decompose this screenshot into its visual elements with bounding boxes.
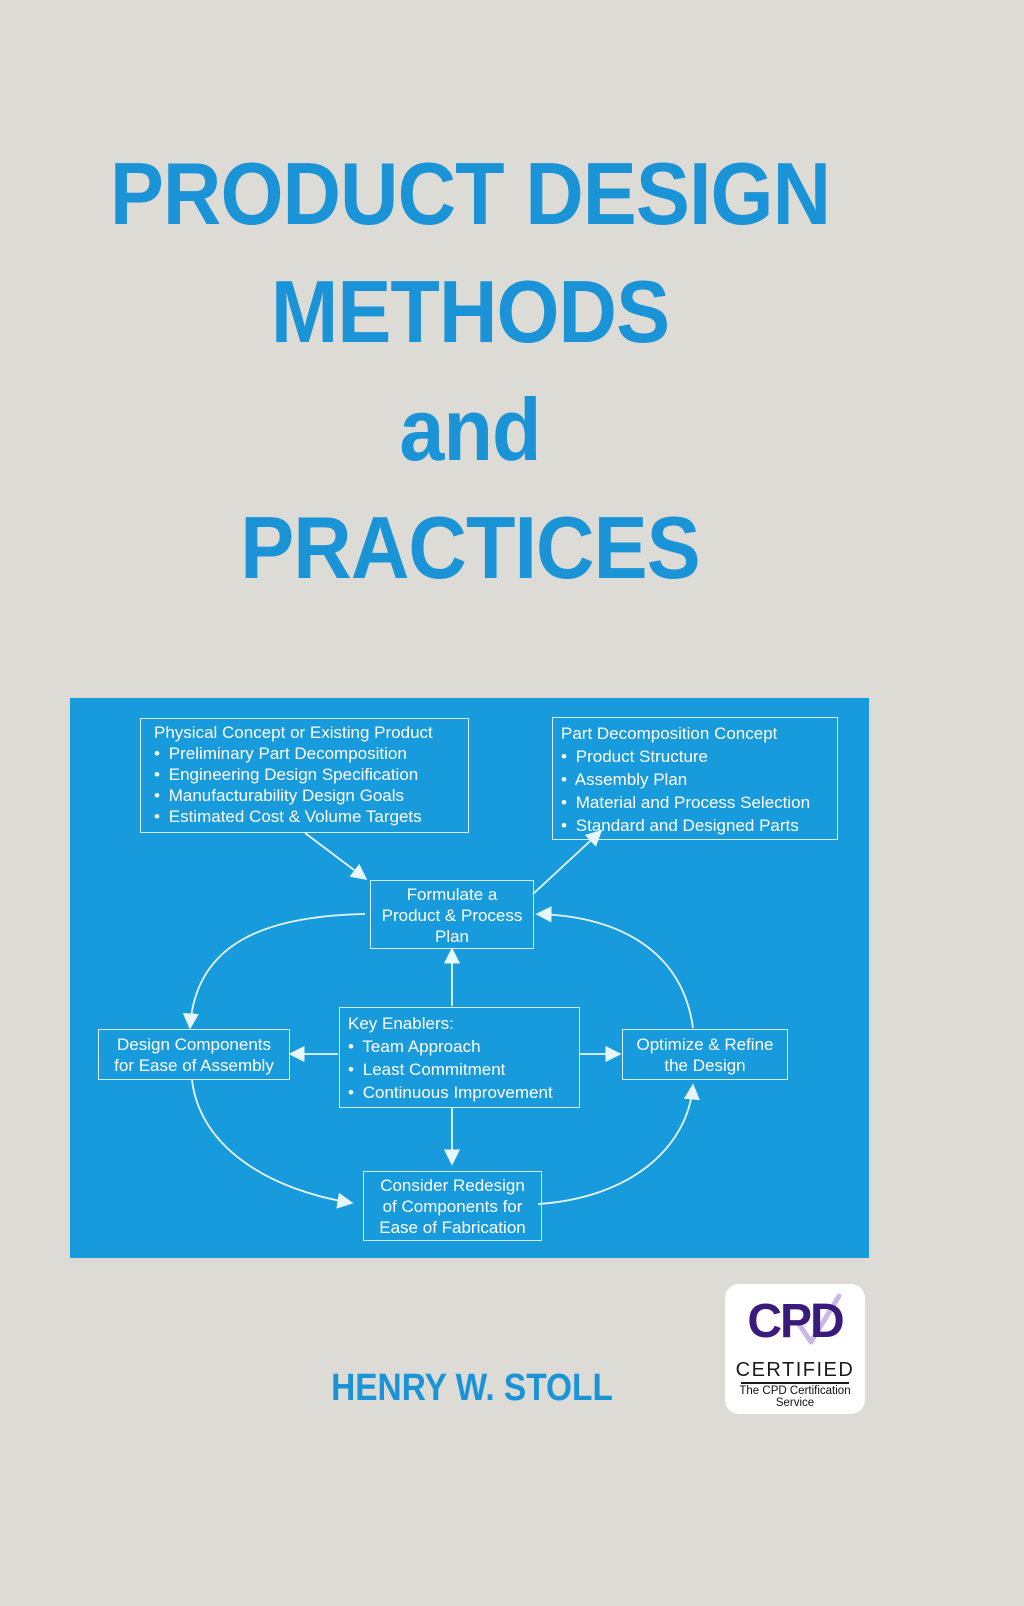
decomposition-box [552, 717, 838, 840]
decomposition-item-1: • Product Structure [561, 747, 709, 766]
cpd-service-text [725, 1385, 865, 1409]
concept-item-4: • Estimated Cost & Volume Targets [154, 807, 422, 826]
redesign-line-3: Ease of Fabrication [379, 1218, 526, 1237]
decomposition-item-2: • Assembly Plan [561, 770, 688, 789]
formulate-line-1: Formulate a [406, 885, 498, 904]
enablers-box [339, 1007, 580, 1108]
cpd-logo: CPD [747, 1295, 843, 1348]
enablers-item-2: • Least Commitment [348, 1060, 506, 1079]
design-line-2: for Ease of Assembly [114, 1056, 274, 1075]
cpd-service-line-1: The CPD Certification [739, 1385, 851, 1397]
design-components-box [98, 1029, 290, 1080]
redesign-line-1: Consider Redesign [380, 1176, 525, 1195]
decomposition-item-3: • Material and Process Selection [561, 793, 811, 812]
enablers-item-3: • Continuous Improvement [348, 1083, 553, 1102]
title-line-4: PRACTICES [240, 498, 700, 597]
optimize-box [622, 1029, 788, 1080]
formulate-line-3: Plan [434, 927, 470, 946]
cpd-service-line-2: Service [775, 1397, 815, 1409]
decomposition-box-heading: Part Decomposition Concept [561, 724, 778, 743]
optimize-line-2: the Design [664, 1056, 746, 1075]
formulate-box [370, 880, 534, 949]
book-title [0, 144, 940, 622]
arrow-formulate-to-decomposition [533, 831, 601, 894]
cpd-certified-badge [725, 1284, 865, 1414]
enablers-heading: Key Enablers: [348, 1014, 454, 1033]
redesign-box [363, 1171, 542, 1241]
concept-item-1: • Preliminary Part Decomposition [154, 744, 407, 763]
arrow-concept-to-formulate [305, 833, 366, 879]
formulate-line-2: Product & Process [381, 906, 523, 925]
concept-item-2: • Engineering Design Specification [154, 765, 419, 784]
title-line-2: METHODS [270, 262, 670, 361]
author-name: HENRY W. STOLL [331, 1367, 613, 1409]
title-line-3: and [399, 380, 541, 479]
cpd-certified-label: CERTIFIED [735, 1359, 855, 1381]
redesign-line-2: of Components for [382, 1197, 523, 1216]
enablers-item-1: • Team Approach [348, 1037, 481, 1056]
decomposition-item-4: • Standard and Designed Parts [561, 816, 799, 835]
arc-design-to-redesign [192, 1080, 352, 1203]
concept-box [140, 718, 469, 833]
title-line-1: PRODUCT DESIGN [109, 144, 831, 243]
concept-box-heading: Physical Concept or Existing Product [154, 723, 433, 742]
design-line-1: Design Components [116, 1035, 272, 1054]
concept-item-3: • Manufacturability Design Goals [154, 786, 405, 805]
cpd-divider [741, 1382, 849, 1384]
optimize-line-1: Optimize & Refine [636, 1035, 774, 1054]
process-diagram-panel [70, 698, 869, 1258]
